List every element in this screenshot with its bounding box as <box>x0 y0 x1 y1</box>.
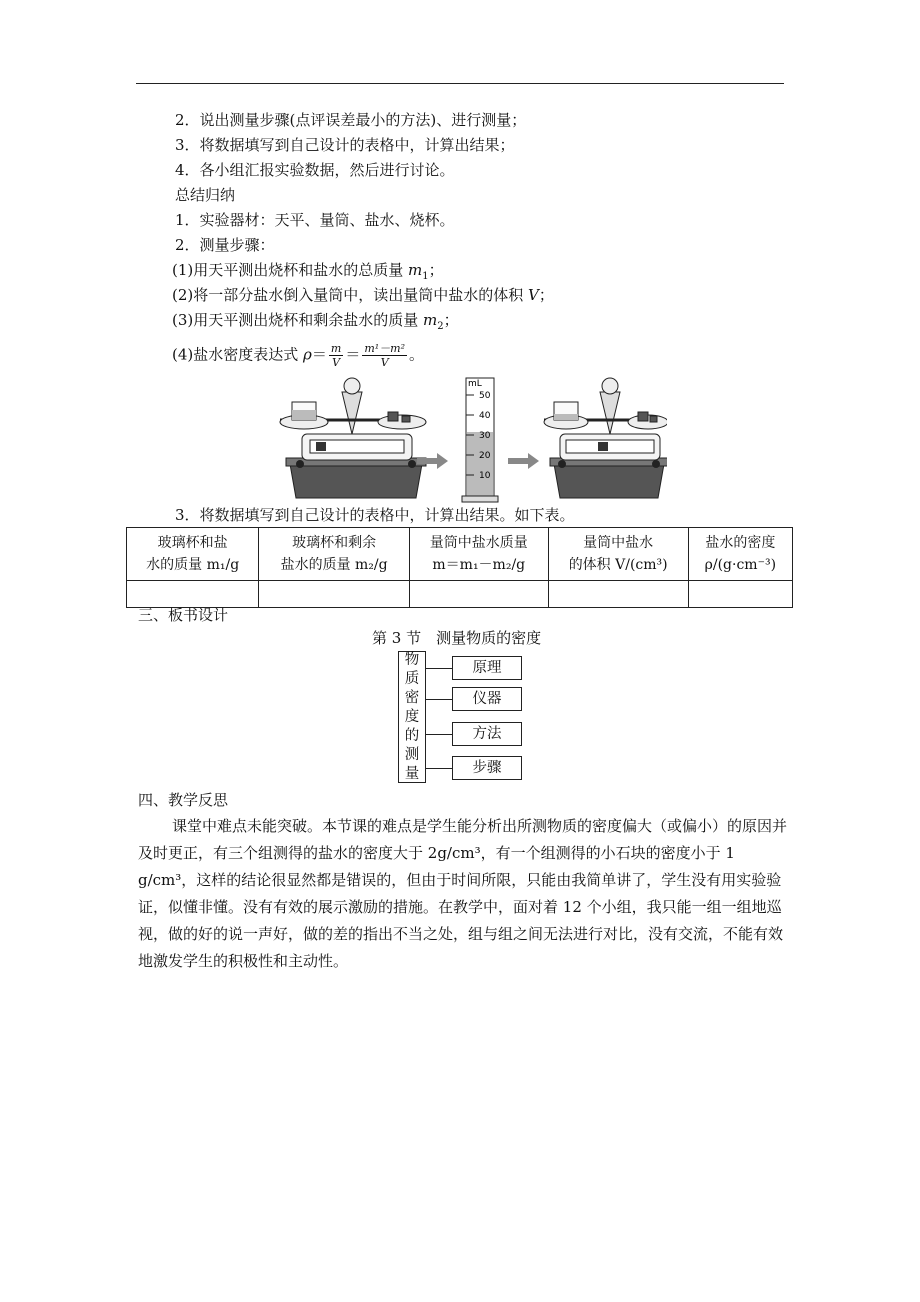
measure-step-2: (2)将一部分盐水倒入量筒中，读出量筒中盐水的体积 V； <box>172 286 554 304</box>
balance-left <box>280 378 426 498</box>
reflection-paragraph: 课堂中难点未能突破。本节课的难点是学生能分析出所测物质的密度偏大（或偏小）的原因并及时更正，有三个组测得的盐水的密度大于 2g/cm³，有一个组测得的小石块的密度小于 1 g/cm³，这样的结论很显然都是错误的，但由于时间所限，只能由我简单讲了，学生没有用实验验证，似懂非懂。没有有效的展示激励的措施。在教学中，面对着 12 个小组，我只能一组一组地巡视，做的好的说一声好，做的差的指出不当之处，组与组之间无法进行对比，没有交流，不能有效地激发学生的积极性和主动性。 <box>138 817 788 970</box>
density-fraction-2: $\frac{\text{m¹－m²}}{V}$ <box>364 342 406 369</box>
board-connector <box>425 699 452 700</box>
board-connector <box>425 734 452 735</box>
table-intro: 3．将数据填写到自己设计的表格中，计算出结果。如下表。 <box>175 506 575 524</box>
materials-line: 1．实验器材：天平、量筒、盐水、烧杯。 <box>175 211 455 229</box>
table-header-cell: 量筒中盐水质量 m＝m₁－m₂/g <box>409 528 548 581</box>
table-cell <box>548 581 688 608</box>
table-header-cell: 量筒中盐水 的体积 V/(cm³) <box>548 528 688 581</box>
measure-step-3: (3)用天平测出烧杯和剩余盐水的质量 $m_2$； <box>172 311 459 332</box>
step-4-line: 4．各小组汇报实验数据，然后进行讨论。 <box>175 161 455 179</box>
board-box-steps: 步骤 <box>452 756 522 780</box>
measure-step-4: (4)盐水密度表达式 ρ＝ $\frac{m}{V}$ ＝ $\frac{\text{m¹－m²}}{V}$ 。 <box>172 342 425 369</box>
board-left-label: 物 质 密 度 的 测 量 <box>398 651 426 783</box>
board-box-principle: 原理 <box>452 656 522 680</box>
section-4-heading: 四、教学反思 <box>138 791 229 809</box>
header-rule <box>136 83 784 84</box>
table-header-cell: 玻璃杯和盐 水的质量 m₁/g <box>127 528 259 581</box>
board-box-method: 方法 <box>452 722 522 746</box>
balance-right <box>544 378 667 498</box>
table-header-row <box>127 528 793 581</box>
svg-text:40: 40 <box>479 411 491 421</box>
board-connector <box>425 668 452 669</box>
board-title: 第 3 节 测量物质的密度 <box>372 629 542 647</box>
graduated-cylinder <box>462 378 498 502</box>
experiment-illustration <box>272 372 667 504</box>
step-3-line: 3．将数据填写到自己设计的表格中，计算出结果； <box>175 136 515 154</box>
svg-text:10: 10 <box>479 471 491 481</box>
svg-text:20: 20 <box>479 451 491 461</box>
board-box-instruments: 仪器 <box>452 687 522 711</box>
cylinder-unit: mL <box>468 379 482 389</box>
summary-heading: 总结归纳 <box>175 186 236 204</box>
data-table <box>126 527 793 608</box>
table-cell <box>127 581 259 608</box>
table-cell <box>409 581 548 608</box>
section-3-heading: 三、板书设计 <box>138 606 229 624</box>
density-fraction-1: $\frac{m}{V}$ <box>330 342 342 369</box>
arrow-right-icon-2 <box>508 453 539 469</box>
board-connector <box>425 768 452 769</box>
measure-step-1: (1)用天平测出烧杯和盐水的总质量 $m_1$； <box>172 261 444 282</box>
table-cell <box>688 581 792 608</box>
svg-text:50: 50 <box>479 391 491 401</box>
steps-title: 2．测量步骤： <box>175 236 275 254</box>
table-header-cell: 盐水的密度 ρ/(g·cm⁻³) <box>688 528 792 581</box>
table-header-cell: 玻璃杯和剩余 盐水的质量 m₂/g <box>259 528 410 581</box>
table-cell <box>259 581 410 608</box>
table-row <box>127 581 793 608</box>
svg-text:30: 30 <box>479 431 491 441</box>
step-2-line: 2．说出测量步骤(点评误差最小的方法)、进行测量； <box>175 111 527 129</box>
